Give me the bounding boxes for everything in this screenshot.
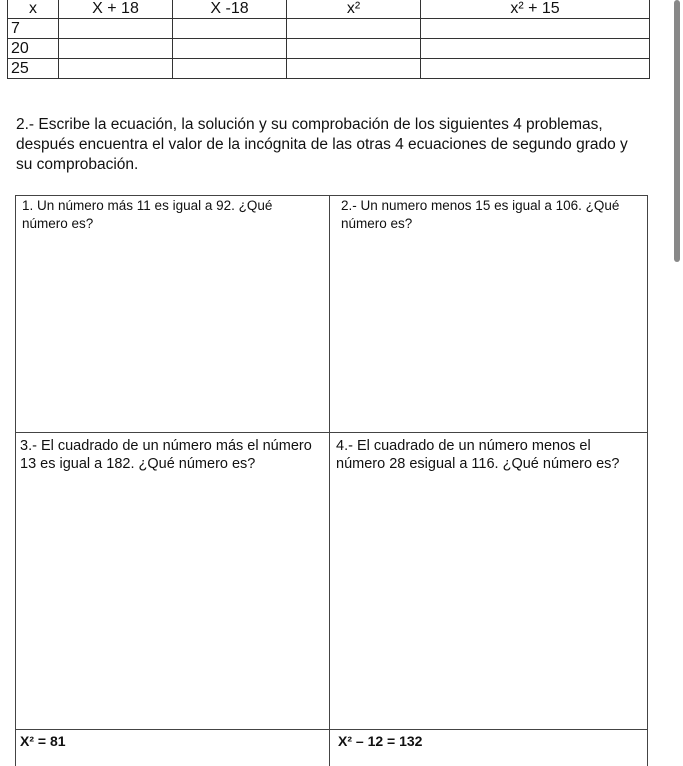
equation-1: X² = 81 (20, 733, 66, 749)
header-cell: x² (287, 0, 421, 19)
problem-4: 4.- El cuadrado de un número menos el número 28 esigual a 116. ¿Qué número es? (336, 438, 620, 472)
problem-1: 1. Un número más 11 es igual a 92. ¿Qué número es? (22, 198, 273, 231)
table-cell (287, 39, 421, 59)
divider (16, 432, 647, 433)
divider (16, 729, 647, 730)
values-table (7, 0, 650, 79)
table-header-row (8, 0, 650, 19)
table-cell (287, 59, 421, 79)
table-cell (421, 39, 650, 59)
table-cell: 20 (8, 39, 59, 59)
problem-2: 2.- Un numero menos 15 es igual a 106. ¿Qué número es? (341, 198, 620, 231)
header-cell: X -18 (173, 0, 287, 19)
table-cell (59, 59, 173, 79)
table-cell: 7 (8, 19, 59, 39)
divider (329, 196, 330, 766)
problems-grid (15, 195, 648, 766)
header-cell: X + 18 (59, 0, 173, 19)
problem-3: 3.- El cuadrado de un número más el número 13 es igual a 182. ¿Qué número es? (20, 438, 312, 472)
scrollbar[interactable] (674, 0, 680, 262)
table-cell (421, 59, 650, 79)
table-cell (421, 19, 650, 39)
equation-2: X² – 12 = 132 (338, 733, 423, 749)
header-cell: x (8, 0, 59, 19)
table-cell (287, 19, 421, 39)
header-cell: x² + 15 (421, 0, 650, 19)
instructions-text: 2.- Escribe la ecuación, la solución y su comprobación de los siguientes 4 problemas, después encuentra el valor de la incógnita de las otras 4 ecuaciones de segundo grado y su comprobación. (16, 116, 628, 173)
table-cell (173, 19, 287, 39)
table-cell: 25 (8, 59, 59, 79)
table-row (8, 59, 650, 79)
table-cell (59, 39, 173, 59)
table-cell (59, 19, 173, 39)
table-cell (173, 59, 287, 79)
table-row (8, 19, 650, 39)
table-cell (173, 39, 287, 59)
table-row (8, 39, 650, 59)
